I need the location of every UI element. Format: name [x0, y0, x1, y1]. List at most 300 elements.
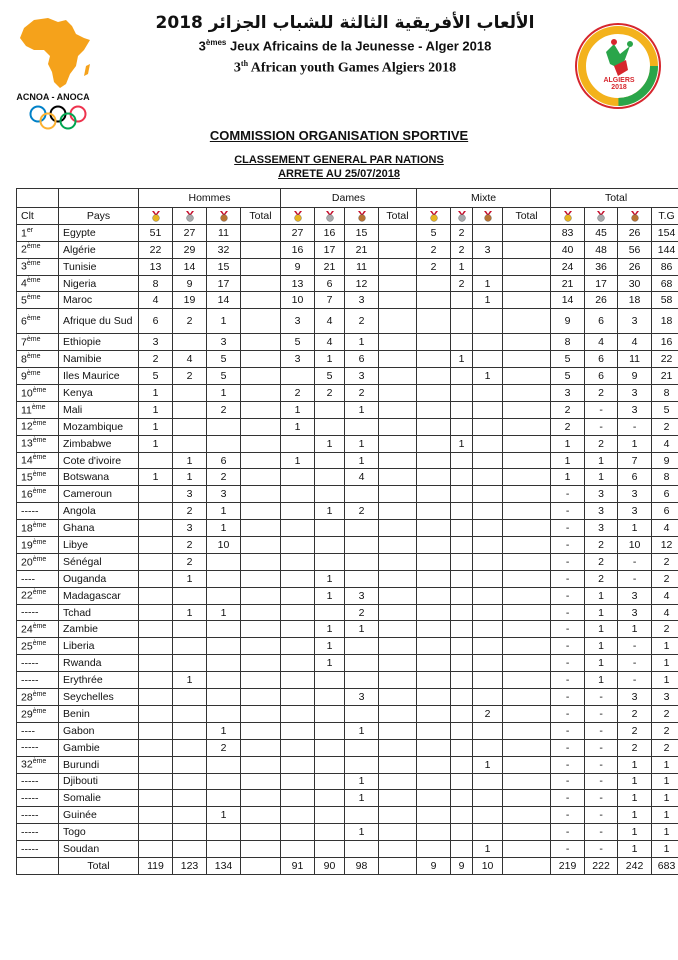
value-cell: 2 — [652, 553, 678, 570]
table-row — [17, 604, 678, 621]
bronze-medal-icon — [345, 208, 379, 225]
country-cell: Benin — [59, 705, 139, 722]
value-cell — [503, 520, 551, 537]
value-cell — [417, 368, 451, 385]
value-cell: 51 — [139, 224, 173, 241]
value-cell — [503, 351, 551, 368]
value-cell — [503, 672, 551, 689]
value-cell — [417, 689, 451, 706]
column-header-row — [17, 208, 678, 225]
value-cell — [241, 418, 281, 435]
value-cell — [473, 334, 503, 351]
value-cell: 3 — [618, 486, 652, 503]
value-cell: 3 — [618, 401, 652, 418]
value-cell — [473, 722, 503, 739]
value-cell: 8 — [551, 334, 585, 351]
value-cell — [139, 604, 173, 621]
value-cell — [503, 435, 551, 452]
total-value-cell: 119 — [139, 857, 173, 874]
value-cell — [241, 368, 281, 385]
value-cell: 1 — [585, 587, 618, 604]
value-cell — [281, 689, 315, 706]
value-cell: 6 — [585, 368, 618, 385]
value-cell — [281, 537, 315, 554]
value-cell: - — [551, 773, 585, 790]
rank-cell: 4ème — [17, 275, 59, 292]
value-cell — [503, 486, 551, 503]
total-value-cell: 222 — [585, 857, 618, 874]
value-cell: 1 — [551, 469, 585, 486]
value-cell: 7 — [315, 292, 345, 309]
table-row — [17, 672, 678, 689]
value-cell — [207, 570, 241, 587]
country-cell: Sénégal — [59, 553, 139, 570]
value-cell: 1 — [207, 807, 241, 824]
rank-cell: 11ème — [17, 401, 59, 418]
value-cell: 3 — [618, 604, 652, 621]
value-cell — [281, 655, 315, 672]
value-cell: - — [551, 756, 585, 773]
value-cell: 3 — [281, 309, 315, 334]
value-cell: 22 — [652, 351, 678, 368]
value-cell: 21 — [315, 258, 345, 275]
value-cell: 1 — [345, 334, 379, 351]
value-cell — [241, 655, 281, 672]
value-cell — [379, 756, 417, 773]
value-cell — [345, 705, 379, 722]
value-cell — [417, 520, 451, 537]
value-cell: 3 — [618, 689, 652, 706]
value-cell — [451, 309, 473, 334]
value-cell: 3 — [618, 503, 652, 520]
table-row — [17, 418, 678, 435]
total-value-cell: 134 — [207, 857, 241, 874]
value-cell: 1 — [473, 292, 503, 309]
rank-cell: 16ème — [17, 486, 59, 503]
value-cell: 1 — [618, 790, 652, 807]
value-cell — [173, 824, 207, 841]
value-cell — [139, 773, 173, 790]
value-cell — [473, 689, 503, 706]
value-cell: - — [618, 655, 652, 672]
ranking-title: CLASSEMENT GENERAL PAR NATIONS — [234, 154, 444, 166]
value-cell — [379, 553, 417, 570]
value-cell: 1 — [585, 621, 618, 638]
value-cell — [473, 672, 503, 689]
value-cell — [379, 841, 417, 858]
value-cell: 5 — [417, 224, 451, 241]
rank-cell: ----- — [17, 739, 59, 756]
value-cell: - — [551, 655, 585, 672]
value-cell — [173, 705, 207, 722]
value-cell — [281, 807, 315, 824]
country-cell: Mozambique — [59, 418, 139, 435]
value-cell — [473, 790, 503, 807]
value-cell — [379, 418, 417, 435]
value-cell — [473, 638, 503, 655]
value-cell — [281, 790, 315, 807]
value-cell — [241, 520, 281, 537]
country-cell: Guinée — [59, 807, 139, 824]
value-cell — [281, 621, 315, 638]
rank-cell: ----- — [17, 807, 59, 824]
value-cell: 21 — [652, 368, 678, 385]
value-cell: 5 — [652, 401, 678, 418]
value-cell — [417, 553, 451, 570]
total-value-cell: 90 — [315, 857, 345, 874]
table-row — [17, 275, 678, 292]
country-cell: Somalie — [59, 790, 139, 807]
value-cell: - — [551, 621, 585, 638]
value-cell: 16 — [281, 241, 315, 258]
value-cell: 2 — [585, 385, 618, 402]
value-cell — [139, 705, 173, 722]
value-cell — [503, 401, 551, 418]
value-cell: - — [585, 756, 618, 773]
value-cell — [241, 587, 281, 604]
country-cell: Libye — [59, 537, 139, 554]
value-cell: 4 — [652, 435, 678, 452]
value-cell: 6 — [207, 452, 241, 469]
value-cell — [379, 334, 417, 351]
value-cell — [173, 587, 207, 604]
col-total: Total — [241, 208, 281, 225]
value-cell: 3 — [618, 309, 652, 334]
value-cell — [473, 418, 503, 435]
value-cell — [241, 553, 281, 570]
value-cell — [139, 655, 173, 672]
table-row — [17, 385, 678, 402]
value-cell: 4 — [345, 469, 379, 486]
value-cell — [473, 435, 503, 452]
table-row — [17, 553, 678, 570]
value-cell — [345, 841, 379, 858]
value-cell — [417, 705, 451, 722]
value-cell: 1 — [618, 773, 652, 790]
gold-medal-icon — [551, 208, 585, 225]
value-cell — [207, 689, 241, 706]
commission-title: COMMISSION ORGANISATION SPORTIVE — [209, 128, 469, 143]
country-cell: Iles Maurice — [59, 368, 139, 385]
value-cell — [451, 638, 473, 655]
value-cell — [503, 604, 551, 621]
value-cell: 1 — [618, 621, 652, 638]
rank-cell: 15ème — [17, 469, 59, 486]
value-cell: 32 — [207, 241, 241, 258]
value-cell — [503, 756, 551, 773]
value-cell — [451, 553, 473, 570]
table-row — [17, 503, 678, 520]
value-cell: - — [585, 418, 618, 435]
value-cell — [379, 604, 417, 621]
value-cell — [207, 655, 241, 672]
value-cell — [207, 824, 241, 841]
value-cell — [139, 553, 173, 570]
total-value-cell — [379, 857, 417, 874]
value-cell: 1 — [618, 435, 652, 452]
value-cell — [241, 722, 281, 739]
value-cell — [241, 790, 281, 807]
table-row — [17, 841, 678, 858]
value-cell: 27 — [173, 224, 207, 241]
value-cell: 40 — [551, 241, 585, 258]
value-cell: 2 — [585, 537, 618, 554]
value-cell — [241, 824, 281, 841]
rank-cell: 18ème — [17, 520, 59, 537]
value-cell — [503, 722, 551, 739]
value-cell — [173, 401, 207, 418]
value-cell — [417, 807, 451, 824]
value-cell — [473, 587, 503, 604]
table-row — [17, 790, 678, 807]
rank-cell: 12ème — [17, 418, 59, 435]
value-cell: 29 — [173, 241, 207, 258]
value-cell — [173, 689, 207, 706]
value-cell — [379, 537, 417, 554]
value-cell: 15 — [345, 224, 379, 241]
value-cell — [173, 418, 207, 435]
country-cell: Zambie — [59, 621, 139, 638]
value-cell — [345, 655, 379, 672]
value-cell: 1 — [345, 773, 379, 790]
country-cell: Cote d'ivoire — [59, 452, 139, 469]
table-row — [17, 824, 678, 841]
value-cell — [281, 824, 315, 841]
value-cell — [345, 520, 379, 537]
table-row — [17, 309, 678, 334]
value-cell: 10 — [207, 537, 241, 554]
value-cell — [417, 655, 451, 672]
value-cell — [241, 773, 281, 790]
rank-cell: ----- — [17, 824, 59, 841]
value-cell — [379, 224, 417, 241]
value-cell: 2 — [173, 368, 207, 385]
value-cell: 2 — [173, 503, 207, 520]
value-cell — [241, 309, 281, 334]
value-cell — [417, 604, 451, 621]
total-value-cell: 10 — [473, 857, 503, 874]
country-cell: Ethiopie — [59, 334, 139, 351]
value-cell: 6 — [652, 486, 678, 503]
value-cell: 2 — [315, 385, 345, 402]
value-cell: 45 — [585, 224, 618, 241]
table-row — [17, 292, 678, 309]
country-cell: Rwanda — [59, 655, 139, 672]
table-row — [17, 689, 678, 706]
value-cell — [503, 587, 551, 604]
value-cell: - — [585, 773, 618, 790]
title-english: 3th African youth Games Algiers 2018 — [233, 59, 457, 76]
value-cell — [315, 739, 345, 756]
value-cell — [281, 841, 315, 858]
value-cell — [241, 275, 281, 292]
total-value-cell: 242 — [618, 857, 652, 874]
value-cell: 2 — [473, 705, 503, 722]
value-cell — [207, 756, 241, 773]
value-cell: 13 — [281, 275, 315, 292]
value-cell — [315, 672, 345, 689]
value-cell — [451, 807, 473, 824]
value-cell: 48 — [585, 241, 618, 258]
value-cell: 12 — [652, 537, 678, 554]
value-cell: 4 — [315, 309, 345, 334]
value-cell — [207, 587, 241, 604]
value-cell: 3 — [345, 587, 379, 604]
value-cell — [241, 503, 281, 520]
value-cell — [473, 621, 503, 638]
value-cell — [451, 368, 473, 385]
value-cell: 1 — [585, 469, 618, 486]
value-cell — [241, 292, 281, 309]
value-cell — [345, 756, 379, 773]
value-cell — [315, 807, 345, 824]
value-cell: 4 — [618, 334, 652, 351]
country-cell: Erythrée — [59, 672, 139, 689]
value-cell — [473, 385, 503, 402]
value-cell: 16 — [652, 334, 678, 351]
value-cell: 30 — [618, 275, 652, 292]
value-cell — [503, 334, 551, 351]
value-cell: 3 — [585, 503, 618, 520]
totals-label: Total — [59, 857, 139, 874]
rank-cell: ---- — [17, 570, 59, 587]
value-cell: 3 — [345, 292, 379, 309]
value-cell — [417, 773, 451, 790]
value-cell — [503, 739, 551, 756]
value-cell — [503, 368, 551, 385]
value-cell: 6 — [315, 275, 345, 292]
country-cell: Botswana — [59, 469, 139, 486]
value-cell — [503, 292, 551, 309]
value-cell — [345, 739, 379, 756]
value-cell: 1 — [585, 638, 618, 655]
country-cell: Angola — [59, 503, 139, 520]
value-cell: 1 — [139, 401, 173, 418]
value-cell: 1 — [618, 824, 652, 841]
value-cell — [345, 807, 379, 824]
value-cell: 19 — [173, 292, 207, 309]
bronze-medal-icon — [618, 208, 652, 225]
country-cell: Maroc — [59, 292, 139, 309]
value-cell: 6 — [345, 351, 379, 368]
value-cell — [173, 739, 207, 756]
value-cell: 1 — [173, 452, 207, 469]
silver-medal-icon — [315, 208, 345, 225]
value-cell: - — [551, 672, 585, 689]
value-cell — [451, 570, 473, 587]
value-cell: 1 — [207, 722, 241, 739]
table-row — [17, 570, 678, 587]
value-cell: 1 — [315, 435, 345, 452]
value-cell: 14 — [173, 258, 207, 275]
value-cell — [379, 520, 417, 537]
value-cell: 8 — [139, 275, 173, 292]
value-cell: 2 — [207, 469, 241, 486]
total-value-cell: 683 — [652, 857, 678, 874]
value-cell: 2 — [207, 739, 241, 756]
value-cell — [379, 241, 417, 258]
value-cell: 1 — [652, 655, 678, 672]
value-cell — [241, 469, 281, 486]
rank-cell: 5ème — [17, 292, 59, 309]
silver-medal-icon — [585, 208, 618, 225]
value-cell: - — [585, 689, 618, 706]
value-cell — [379, 621, 417, 638]
table-row — [17, 258, 678, 275]
value-cell: 2 — [173, 553, 207, 570]
value-cell: 144 — [652, 241, 678, 258]
value-cell: 6 — [652, 503, 678, 520]
value-cell — [173, 756, 207, 773]
value-cell: 3 — [139, 334, 173, 351]
value-cell: 8 — [652, 385, 678, 402]
value-cell — [345, 418, 379, 435]
value-cell — [379, 368, 417, 385]
value-cell: 1 — [585, 452, 618, 469]
value-cell — [315, 689, 345, 706]
value-cell: 1 — [652, 672, 678, 689]
group-header-row — [17, 189, 678, 208]
value-cell: 2 — [417, 258, 451, 275]
value-cell — [139, 503, 173, 520]
table-row — [17, 224, 678, 241]
value-cell — [315, 537, 345, 554]
value-cell — [241, 452, 281, 469]
value-cell — [315, 790, 345, 807]
value-cell: 1 — [451, 351, 473, 368]
value-cell — [241, 486, 281, 503]
value-cell — [451, 773, 473, 790]
rank-cell: 7ème — [17, 334, 59, 351]
value-cell: 16 — [315, 224, 345, 241]
value-cell — [417, 401, 451, 418]
value-cell — [379, 689, 417, 706]
rank-cell: ----- — [17, 841, 59, 858]
rank-cell: 6ème — [17, 309, 59, 334]
value-cell — [379, 292, 417, 309]
value-cell — [503, 275, 551, 292]
value-cell: 1 — [345, 824, 379, 841]
table-row — [17, 537, 678, 554]
country-cell: Gabon — [59, 722, 139, 739]
rank-cell: 9ème — [17, 368, 59, 385]
value-cell: 5 — [551, 368, 585, 385]
value-cell: 1 — [345, 621, 379, 638]
value-cell: 5 — [281, 334, 315, 351]
value-cell — [503, 621, 551, 638]
value-cell: 1 — [652, 756, 678, 773]
value-cell — [315, 705, 345, 722]
value-cell — [315, 756, 345, 773]
value-cell: 9 — [173, 275, 207, 292]
value-cell — [451, 334, 473, 351]
value-cell: - — [585, 722, 618, 739]
value-cell: - — [618, 570, 652, 587]
value-cell: 3 — [207, 486, 241, 503]
value-cell — [139, 722, 173, 739]
value-cell — [241, 807, 281, 824]
table-row — [17, 638, 678, 655]
value-cell: - — [551, 503, 585, 520]
value-cell — [503, 570, 551, 587]
value-cell: 1 — [585, 655, 618, 672]
value-cell — [451, 756, 473, 773]
value-cell — [139, 689, 173, 706]
value-cell — [241, 401, 281, 418]
rank-cell: 29ème — [17, 705, 59, 722]
value-cell: 15 — [207, 258, 241, 275]
country-cell: Burundi — [59, 756, 139, 773]
